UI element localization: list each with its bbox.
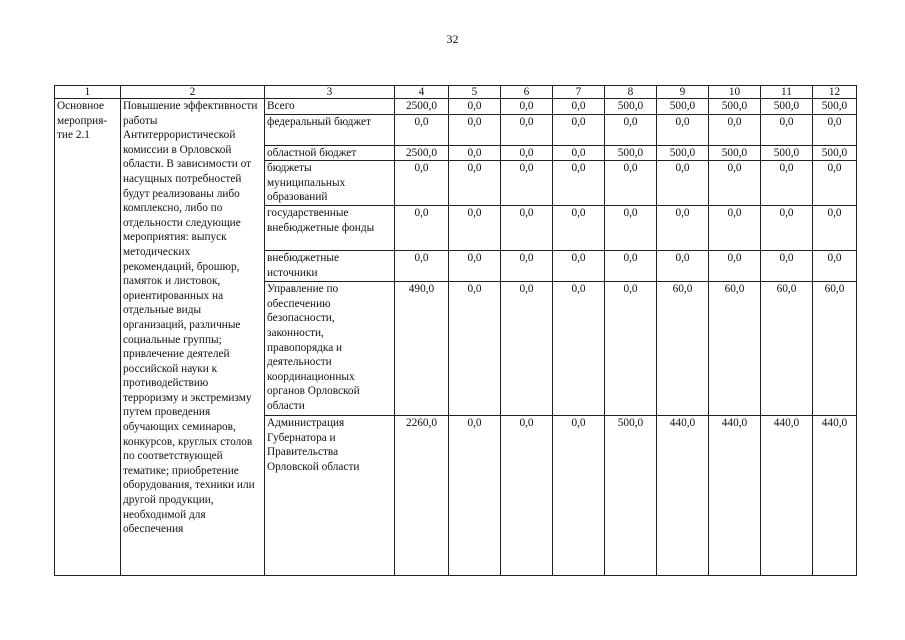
value-cell: 0,0 (553, 145, 605, 161)
funding-source-cell: Управление по обеспечению безопасности, законности, правопорядка и деятельности координационных органов Орловской области (265, 282, 395, 416)
header-cell: 8 (605, 86, 657, 99)
value-cell: 0,0 (813, 206, 857, 251)
value-cell: 0,0 (761, 114, 813, 145)
value-cell: 0,0 (501, 206, 553, 251)
value-cell: 0,0 (657, 114, 709, 145)
value-cell: 0,0 (605, 282, 657, 416)
header-cell: 12 (813, 86, 857, 99)
value-cell: 0,0 (449, 282, 501, 416)
value-cell: 0,0 (761, 161, 813, 206)
value-cell: 0,0 (709, 206, 761, 251)
value-cell: 0,0 (553, 99, 605, 115)
value-cell: 500,0 (605, 416, 657, 576)
value-cell: 440,0 (709, 416, 761, 576)
header-cell: 10 (709, 86, 761, 99)
value-cell: 440,0 (657, 416, 709, 576)
page-number: 32 (446, 32, 459, 46)
value-cell: 440,0 (813, 416, 857, 576)
value-cell: 60,0 (813, 282, 857, 416)
value-cell: 60,0 (657, 282, 709, 416)
value-cell: 0,0 (761, 206, 813, 251)
value-cell: 0,0 (761, 251, 813, 282)
value-cell: 0,0 (709, 251, 761, 282)
event-label-cell: Основное мероприя-тие 2.1 (55, 99, 121, 576)
value-cell: 0,0 (813, 161, 857, 206)
value-cell: 0,0 (605, 114, 657, 145)
value-cell: 0,0 (553, 251, 605, 282)
value-cell: 0,0 (553, 282, 605, 416)
value-cell: 0,0 (449, 161, 501, 206)
budget-table (54, 85, 857, 576)
value-cell: 0,0 (657, 251, 709, 282)
value-cell: 0,0 (501, 99, 553, 115)
value-cell: 500,0 (813, 145, 857, 161)
funding-source-cell: государственные внебюджетные фонды (265, 206, 395, 251)
header-cell: 1 (55, 86, 121, 99)
header-cell: 4 (395, 86, 449, 99)
value-cell: 500,0 (709, 99, 761, 115)
value-cell: 440,0 (761, 416, 813, 576)
value-cell: 0,0 (605, 206, 657, 251)
value-cell: 0,0 (553, 206, 605, 251)
header-cell: 2 (121, 86, 265, 99)
value-cell: 500,0 (761, 99, 813, 115)
header-cell: 5 (449, 86, 501, 99)
value-cell: 500,0 (605, 99, 657, 115)
value-cell: 0,0 (449, 114, 501, 145)
value-cell: 0,0 (813, 251, 857, 282)
value-cell: 500,0 (709, 145, 761, 161)
value-cell: 0,0 (501, 416, 553, 576)
value-cell: 0,0 (501, 114, 553, 145)
value-cell: 0,0 (395, 251, 449, 282)
value-cell: 0,0 (395, 161, 449, 206)
funding-source-cell: Всего (265, 99, 395, 115)
header-cell: 9 (657, 86, 709, 99)
value-cell: 2500,0 (395, 145, 449, 161)
funding-source-cell: федеральный бюджет (265, 114, 395, 145)
value-cell: 0,0 (501, 282, 553, 416)
value-cell: 500,0 (657, 99, 709, 115)
value-cell: 60,0 (709, 282, 761, 416)
table-row (55, 99, 857, 115)
value-cell: 0,0 (553, 114, 605, 145)
value-cell: 0,0 (395, 206, 449, 251)
header-cell: 6 (501, 86, 553, 99)
value-cell: 2260,0 (395, 416, 449, 576)
value-cell: 0,0 (501, 145, 553, 161)
value-cell: 500,0 (761, 145, 813, 161)
value-cell: 500,0 (657, 145, 709, 161)
table-header-row (55, 86, 857, 99)
value-cell: 0,0 (501, 251, 553, 282)
value-cell: 0,0 (501, 161, 553, 206)
header-cell: 11 (761, 86, 813, 99)
value-cell: 0,0 (709, 114, 761, 145)
value-cell: 0,0 (449, 99, 501, 115)
value-cell: 0,0 (449, 251, 501, 282)
value-cell: 0,0 (605, 251, 657, 282)
funding-source-cell: Администрация Губернатора и Правительства Орловской области (265, 416, 395, 576)
value-cell: 0,0 (449, 145, 501, 161)
funding-source-cell: областной бюджет (265, 145, 395, 161)
value-cell: 0,0 (553, 161, 605, 206)
value-cell: 500,0 (813, 99, 857, 115)
value-cell: 0,0 (449, 206, 501, 251)
value-cell: 490,0 (395, 282, 449, 416)
value-cell: 0,0 (709, 161, 761, 206)
funding-source-cell: бюджеты муниципальных образований (265, 161, 395, 206)
header-cell: 3 (265, 86, 395, 99)
value-cell: 0,0 (657, 206, 709, 251)
value-cell: 0,0 (553, 416, 605, 576)
event-description-cell: Повышение эффективности работы Антитеррористической комиссии в Орловской области. В зависимости от насущных потребностей будут реализованы либо комплексно, либо по отдельности следующие мероприятия: выпуск методических рекомендаций, брошюр, памяток и листовок, ориентированных на отдельные виды организаций, различные социальные группы; привлечение деятелей российской науки к противодействию терроризму и экстремизму путем проведения обучающих семинаров, конкурсов, круглых столов по соответствующей тематике; приобретение оборудования, техники или другой продукции, необходимой для обеспечения (121, 99, 265, 576)
value-cell: 2500,0 (395, 99, 449, 115)
value-cell: 0,0 (395, 114, 449, 145)
header-cell: 7 (553, 86, 605, 99)
value-cell: 500,0 (605, 145, 657, 161)
value-cell: 0,0 (657, 161, 709, 206)
value-cell: 0,0 (605, 161, 657, 206)
value-cell: 0,0 (813, 114, 857, 145)
value-cell: 60,0 (761, 282, 813, 416)
funding-source-cell: внебюджетные источники (265, 251, 395, 282)
value-cell: 0,0 (449, 416, 501, 576)
